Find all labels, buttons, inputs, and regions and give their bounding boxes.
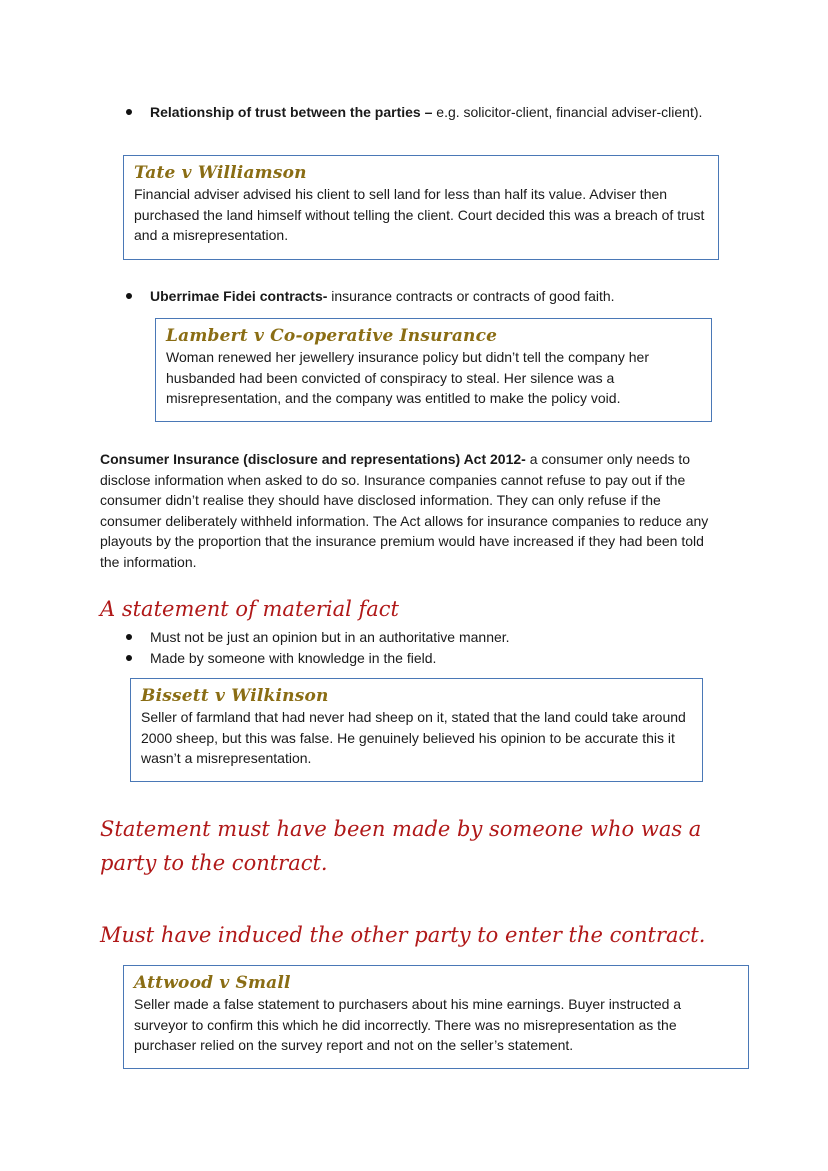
uberrimae-bullet-bold: Uberrimae Fidei contracts- (150, 288, 328, 304)
case-title: Bissett v Wilkinson (141, 686, 329, 706)
uberrimae-bullet-text: insurance contracts or contracts of good faith. (327, 288, 615, 304)
case-body: Woman renewed her jewellery insurance policy but didn’t tell the company her husbanded had been convicted of conspiracy to steal. Her silence was a misrepresentation, and the company was entitled to make the policy void. (166, 349, 649, 406)
bullet-dot (126, 655, 132, 661)
trust-bullet-text: e.g. solicitor-client, financial adviser-client). (432, 104, 703, 120)
uberrimae-bullet (150, 286, 720, 306)
case-box-bissett (130, 678, 703, 782)
act-paragraph (100, 449, 725, 572)
case-title: Attwood v Small (134, 973, 291, 993)
bullet-dot (126, 634, 132, 640)
bullet-dot (126, 109, 132, 115)
trust-bullet (150, 102, 720, 122)
bullet-dot (126, 293, 132, 299)
case-title: Lambert v Co-operative Insurance (166, 326, 498, 346)
trust-bullet-bold: Relationship of trust between the parties – (150, 104, 433, 120)
case-box-attwood (123, 965, 749, 1069)
heading-material-fact: A statement of material fact (100, 597, 399, 621)
case-body: Seller made a false statement to purchasers about his mine earnings. Buyer instructed a surveyor to confirm this which he did incorrectly. There was no misrepresentation as the purchaser relied on the survey report and not on the seller’s statement. (134, 996, 682, 1053)
case-body: Financial adviser advised his client to sell land for less than half its value. Adviser then purchased the land himself without telling the client. Court decided this was a breach of trust and a misrepresentation. (134, 186, 705, 243)
material-bullet-1: Must not be just an opinion but in an authoritative manner. (150, 629, 510, 645)
heading-party: Statement must have been made by someone who was a party to the contract. (100, 817, 702, 875)
act-title: Consumer Insurance (disclosure and representations) Act 2012- (100, 451, 526, 467)
case-box-tate (123, 155, 719, 260)
act-text: a consumer only needs to disclose information when asked to do so. Insurance companies cannot refuse to pay out if the consumer didn’t realise they should have disclosed information. They can only refuse if the consumer deliberately withheld information. The Act allows for insurance companies to reduce any playouts by the proportion that the insurance premium would have increased if they had been told the information. (100, 451, 709, 570)
material-bullet-2: Made by someone with knowledge in the field. (150, 650, 437, 666)
case-body: Seller of farmland that had never had sheep on it, stated that the land could take around 2000 sheep, but this was false. He genuinely believed his opinion to be accurate this it wasn’t a misrepresentation. (141, 709, 686, 766)
heading-induced: Must have induced the other party to enter the contract. (100, 923, 706, 947)
case-box-lambert (155, 318, 712, 422)
case-title: Tate v Williamson (134, 163, 307, 183)
